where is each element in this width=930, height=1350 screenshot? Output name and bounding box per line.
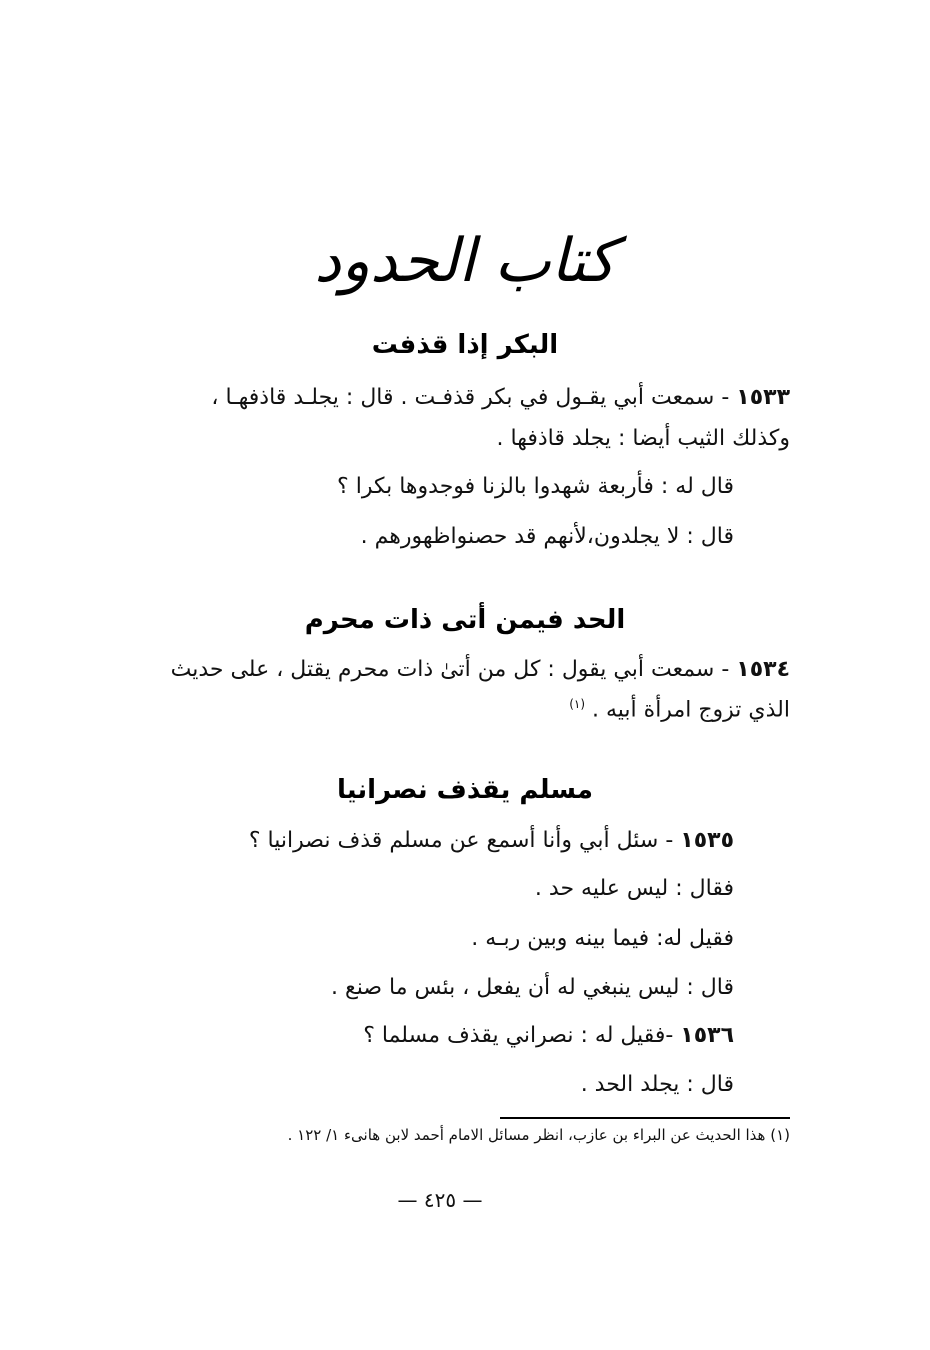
paragraph-1535-line3: فقيل له: فيما بينه وبين ربـه . (471, 926, 734, 951)
text-1536-a: -فقيل له : نصراني يقذف مسلما ؟ (363, 1023, 674, 1048)
item-number-1535: ١٥٣٥ (680, 828, 734, 853)
text-1534-a: - سمعت أبي يقول : كل من أتىٰ ذات محرم يقتل ، على حديث (170, 657, 730, 682)
item-number-1536: ١٥٣٦ (680, 1023, 734, 1048)
page-number: — ٤٢٥ — (397, 1188, 483, 1212)
paragraph-1536-line1 (363, 1023, 734, 1049)
item-number-1534: ١٥٣٤ (736, 657, 790, 682)
paragraph-1533-line4: قال : لا يجلدون،لأنهم قد حصنواظهورهم . (360, 524, 734, 549)
paragraph-1534-line2 (569, 697, 790, 724)
footnote-marker: (١) (569, 697, 586, 711)
paragraph-1533-line1 (211, 385, 790, 411)
section-heading-virgin-accuser: البكر إذا قذفت (371, 330, 559, 360)
paragraph-1535-line4: قال : ليس ينبغي له أن يفعل ، بئس ما صنع . (331, 975, 734, 1000)
section-heading-mahram: الحد فيمن أتى ذات محرم (304, 605, 626, 635)
text-1535-a: - سئل أبي وأنا أسمع عن مسلم قذف نصرانيا ؟ (248, 828, 674, 853)
text-1534-b: الذي تزوج امرأة أبيه . (592, 697, 790, 723)
book-title: كتاب الحدود (314, 226, 616, 296)
paragraph-1535-line2: فقال : ليس عليه حد . (534, 876, 734, 901)
text-1533-a: - سمعت أبي يقـول في بكر قذفـت . قال : يجلـد قاذفهـا ، (211, 385, 730, 410)
footnote: (١) هذا الحديث عن البراء بن عازب، انظر مسائل الامام أحمد لابن هانىء ١/ ١٢٢ . (287, 1126, 790, 1144)
section-heading-muslim-accuses-christian: مسلم يقذف نصرانيا (337, 775, 593, 805)
footnote-divider (500, 1117, 790, 1119)
paragraph-1533-line3: قال له : فأربعة شهدوا بالزنا فوجدوها بكرا ؟ (337, 474, 734, 499)
paragraph-1536-line2: قال : يجلد الحد . (580, 1072, 734, 1097)
paragraph-1533-line2: وكذلك الثيب أيضا : يجلد قاذفها . (496, 426, 790, 451)
paragraph-1534-line1 (171, 657, 790, 683)
item-number-1533: ١٥٣٣ (736, 385, 790, 410)
paragraph-1535-line1 (249, 828, 734, 854)
